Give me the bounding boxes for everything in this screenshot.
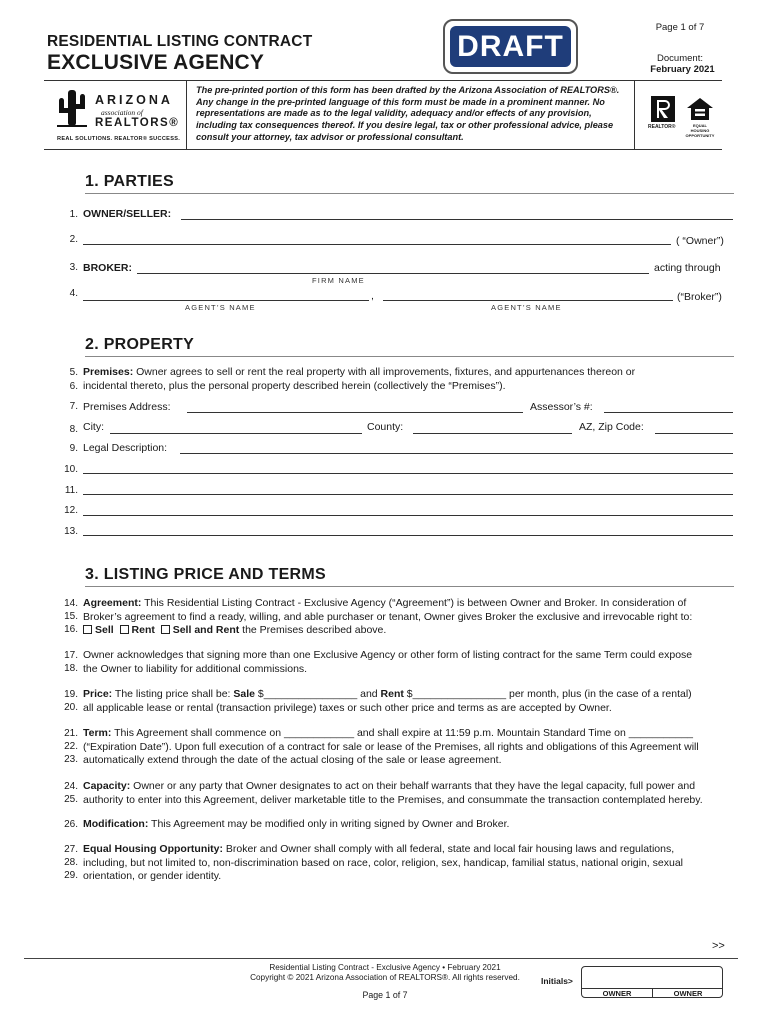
premises-paragraph bbox=[83, 366, 733, 393]
modification-paragraph bbox=[83, 818, 733, 832]
owner-seller-field-2[interactable] bbox=[83, 244, 671, 245]
zip-code-field[interactable] bbox=[655, 433, 733, 434]
line-number: 23. bbox=[64, 754, 78, 765]
initials-box bbox=[581, 966, 723, 998]
address-label: Premises Address: bbox=[83, 401, 171, 413]
line-number: 27. bbox=[64, 844, 78, 855]
section-rule-terms bbox=[85, 586, 734, 587]
broker-firm-field[interactable] bbox=[137, 273, 649, 274]
line-number: 2. bbox=[69, 234, 78, 245]
firm-name-caption: FIRM NAME bbox=[312, 276, 365, 285]
owner-initials-field-1[interactable] bbox=[582, 967, 652, 988]
line-number: 3. bbox=[69, 262, 78, 273]
line-number: 11. bbox=[64, 485, 78, 496]
broker-label: BROKER: bbox=[83, 262, 132, 274]
draft-stamp-inner bbox=[450, 26, 571, 67]
line-number: 24. bbox=[64, 781, 78, 792]
disclaimer-text: The pre-printed portion of this form has been drafted by the Arizona Association of REALTORS®. Any change in the pre-printed language of this form must be made in a prominent manner. No representations are made as to the legal validity, adequacy and/or effects of any provision, including tax consequences thereof. If you desire legal, tax or other professional advice, please consult your attorney, tax advisor or professional consultant. bbox=[196, 85, 620, 142]
logo-line2: association of bbox=[101, 108, 143, 117]
owner-initials-field-2[interactable] bbox=[653, 967, 723, 988]
section-rule-parties bbox=[85, 193, 734, 194]
price-paragraph bbox=[83, 688, 733, 715]
agent-comma: , bbox=[371, 290, 374, 302]
section-heading-terms: 3. LISTING PRICE AND TERMS bbox=[85, 566, 327, 583]
eho-text-1: Broker and Owner shall comply with all federal, state and local fair housing laws and regulations, bbox=[223, 843, 675, 855]
owner-initials-label-2: OWNER bbox=[673, 989, 703, 998]
sell-option: Sell bbox=[95, 624, 114, 636]
line-number: 20. bbox=[64, 702, 78, 713]
county-field[interactable] bbox=[413, 433, 572, 434]
owner-label: OWNER/SELLER: bbox=[83, 208, 172, 220]
owner-row bbox=[83, 208, 171, 221]
logo-divider-left bbox=[186, 80, 187, 150]
agreement-text-1: This Residential Listing Contract - Exclusive Agency (“Agreement”) is between Owner and Broker. In consideration of bbox=[141, 597, 687, 609]
acting-through-label: acting through bbox=[654, 262, 721, 274]
equal-housing-logo bbox=[684, 96, 716, 136]
term-paragraph bbox=[83, 727, 733, 768]
sell-and-rent-option: Sell and Rent bbox=[172, 624, 240, 636]
draft-stamp bbox=[443, 19, 578, 74]
legal-description-line-10[interactable] bbox=[83, 473, 733, 474]
arizona-realtors-logo bbox=[55, 86, 185, 146]
section-rule-property bbox=[85, 356, 734, 357]
rent-checkbox[interactable] bbox=[120, 625, 129, 634]
price-text-2: all applicable lease or rental (transaction privilege) taxes or such other price and terms as are accepted by Owner. bbox=[83, 701, 612, 714]
ack-text-1: Owner acknowledges that signing more than one Exclusive Agency or other form of listing contract for the same Term could expose bbox=[83, 649, 693, 661]
listing-options bbox=[83, 624, 733, 638]
owner-suffix: ( “Owner”) bbox=[676, 235, 724, 247]
price-blank-2[interactable]: $________________ per month, plus (in the case of a rental) bbox=[403, 688, 692, 700]
city-field[interactable] bbox=[110, 433, 362, 434]
line-number: 9. bbox=[69, 443, 78, 454]
agreement-label: Agreement: bbox=[83, 597, 142, 609]
rent-option: Rent bbox=[131, 624, 155, 636]
agent-name-caption-1: AGENT’S NAME bbox=[185, 303, 256, 312]
agent-name-field-1[interactable] bbox=[83, 300, 369, 301]
section-heading-property: 2. PROPERTY bbox=[85, 336, 195, 353]
broker-row bbox=[83, 262, 132, 275]
form-title-line1: RESIDENTIAL LISTING CONTRACT bbox=[47, 33, 313, 50]
draft-text: DRAFT bbox=[457, 30, 564, 63]
modification-label: Modification: bbox=[83, 818, 149, 830]
line-number: 18. bbox=[64, 663, 78, 674]
assessor-label: Assessor’s #: bbox=[530, 401, 593, 413]
acknowledgment-paragraph bbox=[83, 649, 733, 676]
realtor-logo-caption: REALTOR® bbox=[648, 124, 676, 130]
eho-caption: EQUAL HOUSING OPPORTUNITY bbox=[685, 123, 715, 138]
footer-line2: Copyright © 2021 Arizona Association of REALTORS®. All rights reserved. bbox=[250, 973, 520, 982]
owner-seller-field[interactable] bbox=[181, 219, 733, 220]
line-number: 8. bbox=[69, 424, 78, 435]
eho-label: Equal Housing Opportunity: bbox=[83, 843, 223, 855]
capacity-paragraph bbox=[83, 780, 733, 807]
agent-name-caption-2: AGENT’S NAME bbox=[491, 303, 562, 312]
line-number: 19. bbox=[64, 689, 78, 700]
legal-description-line-12[interactable] bbox=[83, 515, 733, 516]
city-label: City: bbox=[83, 421, 104, 433]
line-number: 12. bbox=[64, 505, 78, 516]
line-number: 26. bbox=[64, 819, 78, 830]
agreement-text-2: Broker’s agreement to find a ready, willing, and able purchaser or tenant, Owner gives Broker the exclusive and irrevocable right to: bbox=[83, 610, 693, 623]
page-number-top: Page 1 of 7 bbox=[655, 22, 705, 33]
line-number: 17. bbox=[64, 650, 78, 661]
document-date: February 2021 bbox=[650, 64, 715, 75]
section-heading-parties: 1. PARTIES bbox=[85, 173, 174, 190]
line-number: 4. bbox=[69, 288, 78, 299]
line-number: 5. bbox=[69, 367, 78, 378]
capacity-text-1: Owner or any party that Owner designates to act on their behalf warrants that they have the legal capacity, full power and bbox=[130, 780, 696, 792]
eho-text-2: including, but not limited to, non-discrimination based on race, color, religion, sex, handicap, familial status, national origin, sexual bbox=[83, 856, 683, 869]
form-title-line2: EXCLUSIVE AGENCY bbox=[47, 51, 265, 74]
footer-line1: Residential Listing Contract - Exclusive Agency • February 2021 bbox=[269, 963, 501, 972]
capacity-label: Capacity: bbox=[83, 780, 131, 792]
owner-initials-label-1: OWNER bbox=[602, 989, 632, 998]
line-number: 22. bbox=[64, 741, 78, 752]
ack-text-2: the Owner to liability for additional commissions. bbox=[83, 662, 308, 675]
term-text-2: (“Expiration Date”). Upon full execution of a contract for sale or lease of the Premises, all rights and obligations of this Agreement will bbox=[83, 740, 699, 753]
rent-label: Rent bbox=[380, 688, 404, 700]
modification-text: This Agreement may be modified only in writing signed by Owner and Broker. bbox=[148, 818, 510, 830]
cactus-logo-icon bbox=[57, 88, 87, 128]
zip-label: AZ, Zip Code: bbox=[579, 421, 644, 433]
broker-suffix: (“Broker”) bbox=[677, 291, 722, 303]
premises-address-field[interactable] bbox=[187, 412, 523, 413]
price-text-a: The listing price shall be: bbox=[112, 688, 234, 700]
line-number: 1. bbox=[69, 209, 78, 220]
sell-checkbox[interactable] bbox=[83, 625, 92, 634]
line-number: 25. bbox=[64, 794, 78, 805]
sale-label: Sale bbox=[233, 688, 255, 700]
premises-label: Premises: bbox=[83, 366, 134, 378]
footer-rule bbox=[24, 958, 738, 959]
page-number-bottom: Page 1 of 7 bbox=[362, 990, 408, 1000]
line-number: 15. bbox=[64, 611, 78, 622]
legal-description-label: Legal Description: bbox=[83, 442, 168, 454]
line-number: 7. bbox=[69, 401, 78, 412]
line-number: 14. bbox=[64, 598, 78, 609]
agreement-paragraph bbox=[83, 597, 733, 638]
document-label: Document: bbox=[657, 53, 703, 64]
line-number: 10. bbox=[64, 464, 78, 475]
equal-housing-icon bbox=[686, 97, 714, 121]
agent-name-field-2[interactable] bbox=[383, 300, 673, 301]
term-text-1[interactable]: This Agreement shall commence on ____________ and shall expire at 11:59 p.m. Mountain Standard Time on ___________ bbox=[111, 727, 693, 739]
next-page-arrow[interactable]: >> bbox=[712, 940, 725, 952]
line-number: 29. bbox=[64, 870, 78, 881]
sell-and-rent-checkbox[interactable] bbox=[161, 625, 170, 634]
legal-description-line-13[interactable] bbox=[83, 535, 733, 536]
assessor-number-field[interactable] bbox=[604, 412, 733, 413]
logo-line3: REALTORS® bbox=[95, 117, 180, 129]
line-number: 16. bbox=[64, 624, 78, 635]
logo-divider-right bbox=[634, 80, 635, 150]
price-label: Price: bbox=[83, 688, 113, 700]
eho-text-3: orientation, or gender identity. bbox=[83, 870, 222, 882]
line-number: 13. bbox=[64, 526, 78, 537]
capacity-text-2: authority to enter into this Agreement, deliver marketable title to the Premises, and consummate the transaction contemplated hereby. bbox=[83, 793, 703, 806]
realtor-r-icon bbox=[651, 96, 675, 122]
line-number: 28. bbox=[64, 857, 78, 868]
legal-description-field[interactable] bbox=[180, 453, 733, 454]
term-label: Term: bbox=[83, 727, 112, 739]
premises-text-2: incidental thereto, plus the personal property described herein (collectively the “Premises”). bbox=[83, 379, 506, 392]
realtor-r-logo bbox=[648, 96, 678, 136]
premises-text-1: Owner agrees to sell or rent the real property with all improvements, fixtures, and appurtenances thereon or bbox=[133, 366, 636, 378]
term-text-3: automatically extend through the date of the actual closing of the sale or lease agreement. bbox=[83, 754, 502, 766]
county-label: County: bbox=[367, 421, 404, 433]
line-number: 6. bbox=[69, 381, 78, 392]
line-number: 21. bbox=[64, 728, 78, 739]
agreement-text-3: the Premises described above. bbox=[239, 624, 387, 636]
legal-description-line-11[interactable] bbox=[83, 494, 733, 495]
logo-line1: ARIZONA bbox=[95, 93, 173, 107]
equal-housing-paragraph bbox=[83, 843, 733, 884]
initials-label: Initials> bbox=[541, 976, 573, 986]
price-blank-1[interactable]: $________________ and bbox=[255, 688, 381, 700]
logo-tagline: REAL SOLUTIONS. REALTOR® SUCCESS. bbox=[57, 136, 181, 142]
